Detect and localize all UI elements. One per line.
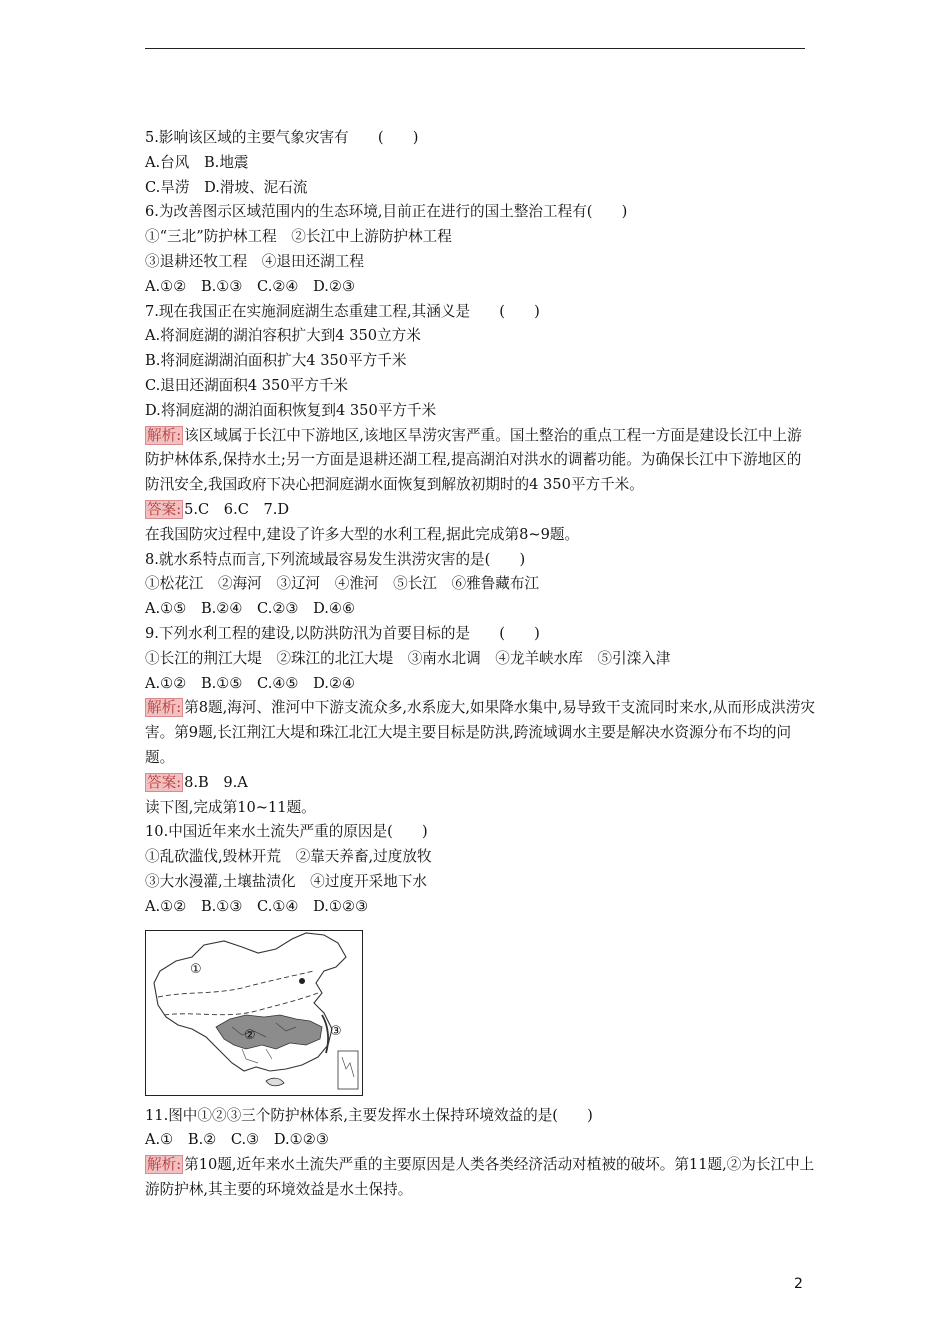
- answer-block: [145, 498, 815, 523]
- analysis-text: 第8题,海河、淮河中下游支流众多,水系庞大,如果降水集中,易导致干支流同时来水,从而形成洪涝灾害。第9题,长江荆江大堤和珠江北江大堤主要目标是防洪,跨流域调水主要是解决水资源分布不均的问题。: [145, 699, 815, 766]
- option-line: ①“三北”防护林工程 ②长江中上游防护林工程: [145, 228, 452, 246]
- question-7: 7.现在我国正在实施洞庭湖生态重建工程,其涵义是 ( ): [145, 302, 540, 320]
- map-label-2: ②: [244, 1027, 256, 1043]
- map-label-1: ①: [190, 961, 202, 977]
- question-10: 10.中国近年来水土流失严重的原因是( ): [145, 823, 428, 841]
- option-line: A.将洞庭湖的湖泊容积扩大到4 350立方米: [145, 327, 421, 345]
- option-line: C.退田还湖面积4 350平方千米: [145, 376, 349, 394]
- china-shelterbelt-map: [145, 930, 363, 1096]
- answer-text: 5.C 6.C 7.D: [184, 500, 290, 518]
- option-line: A.①② B.①③ C.②④ D.②③: [145, 277, 356, 295]
- analysis-block: [145, 696, 815, 770]
- page-number: 2: [794, 1276, 803, 1292]
- question-5: 5.影响该区域的主要气象灾害有 ( ): [145, 129, 419, 146]
- option-line: ①乱砍滥伐,毁林开荒 ②靠天养畜,过度放牧: [145, 848, 432, 866]
- option-line: C.旱涝 D.滑坡、泥石流: [145, 178, 308, 196]
- analysis-block: [145, 424, 815, 498]
- map-label-3: ③: [330, 1023, 342, 1039]
- question-8: 8.就水系特点而言,下列流域最容易发生洪涝灾害的是( ): [145, 550, 526, 568]
- question-11: 11.图中①②③三个防护林体系,主要发挥水土保持环境效益的是( ): [145, 1106, 593, 1124]
- answer-tag: 答案:: [147, 773, 182, 791]
- analysis-tag: 解析:: [147, 426, 182, 444]
- answer-text: 8.B 9.A: [184, 773, 248, 791]
- header-rule: [145, 48, 805, 49]
- analysis-text: 第10题,近年来水土流失严重的主要原因是人类各类经济活动对植被的破坏。第11题,②为长江中上游防护林,其主要的环境效益是水土保持。: [145, 1156, 815, 1198]
- document-body: [145, 126, 815, 1203]
- option-line: A.① B.② C.③ D.①②③: [145, 1131, 329, 1149]
- intro-line: 在我国防灾过程中,建设了许多大型的水利工程,据此完成第8~9题。: [145, 525, 580, 543]
- option-line: A.①② B.①③ C.①④ D.①②③: [145, 897, 369, 915]
- answer-tag: 答案:: [147, 500, 182, 518]
- option-line: B.将洞庭湖湖泊面积扩大4 350平方千米: [145, 352, 407, 370]
- analysis-tag: 解析:: [147, 699, 182, 717]
- option-line: A.台风 B.地震: [145, 153, 249, 171]
- option-line: ①松花江 ②海河 ③辽河 ④淮河 ⑤长江 ⑥雅鲁藏布江: [145, 575, 540, 593]
- option-line: D.将洞庭湖的湖泊面积恢复到4 350平方千米: [145, 401, 437, 419]
- analysis-text: 该区域属于长江中下游地区,该地区旱涝灾害严重。国土整治的重点工程一方面是建设长江中上游防护林体系,保持水土;另一方面是退耕还湖工程,提高湖泊对洪水的调蓄功能。为确保长江中下游地区的防汛安全,我国政府下决心把洞庭湖水面恢复到解放初期时的4 350平方千米。: [145, 426, 802, 494]
- analysis-tag: 解析:: [147, 1156, 182, 1174]
- intro-line: 读下图,完成第10~11题。: [145, 798, 316, 816]
- option-line: ①长江的荆江大堤 ②珠江的北江大堤 ③南水北调 ④龙羊峡水库 ⑤引滦入津: [145, 649, 671, 667]
- shelterbelt-region-2: [216, 1015, 322, 1049]
- option-line: A.①② B.①⑤ C.④⑤ D.②④: [145, 674, 356, 692]
- answer-block: [145, 771, 815, 796]
- option-line: A.①⑤ B.②④ C.②③ D.④⑥: [145, 600, 356, 618]
- analysis-block: [145, 1153, 815, 1203]
- option-line: ③退耕还牧工程 ④退田还湖工程: [145, 252, 364, 270]
- map-figure: [146, 931, 362, 1095]
- question-9: 9.下列水利工程的建设,以防洪防汛为首要目标的是 ( ): [145, 624, 540, 642]
- option-line: ③大水漫灌,土壤盐渍化 ④过度开采地下水: [145, 872, 427, 890]
- question-6: 6.为改善图示区域范围内的生态环境,目前正在进行的国土整治工程有( ): [145, 203, 628, 221]
